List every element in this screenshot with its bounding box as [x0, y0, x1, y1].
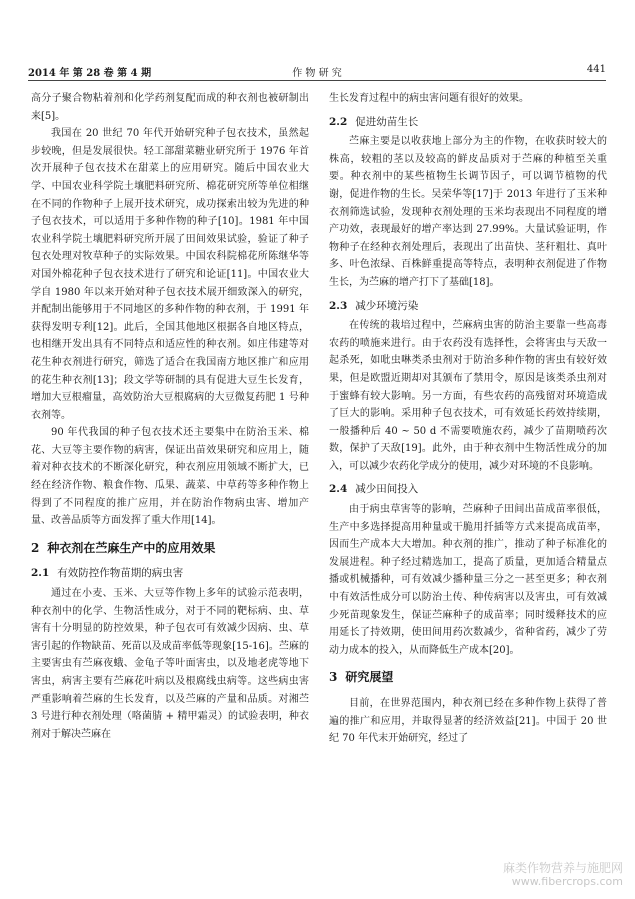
watermark-name: 麻类作物营养与施肥网 — [502, 861, 623, 875]
section-number: 3 — [329, 670, 338, 685]
paragraph: 我国在 20 世纪 70 年代开始研究种子包衣技术，虽然起步较晚，但是发展很快。轻工部甜菜糖业研究所于 1976 年首次开展种子包衣技术在甜菜上的应用研究。随后中国农业大学、中国农业科学院土壤肥料研究所、棉花研究所等单位相继在不同的作物种子上展开技术研究，成功探索出较为先进的种子包衣技术，可以适用于多种作物的种子[10]。1981 年中国农业科学院土壤肥料研究所开展了田间效果试验，验证了种子包衣处理对牧草种子的实际效果。中国农科院棉花所陈继华等对国外棉花种子包衣技术进行了研究和论证[11]。中国农业大学自 1980 年以来开始对种子包衣技术展开细致深入的研究，并配制出能够用于不同地区的多种作物的种衣剂，于 1991 年获得发明专利[12]。此后，全国其他地区根据各自地区特点，也相继开发出具有不同特点和适应性的种衣剂。如庄伟建等对花生种衣剂进行研究，筛选了适合在我国南方地区推广和应用的花生种衣剂[13]；段文学等研制的具有促进大豆生长发育，增加大豆根瘤量，高效防治大豆根腐病的大豆微复药肥 1 号种衣剂等。 — [31, 128, 309, 421]
watermark-url: www.fibercrops.com — [511, 875, 623, 888]
paragraph: 通过在小麦、玉米、大豆等作物上多年的试验示范表明，种衣剂中的化学、生物活性成分，对于不同的靶标病、虫、草害有十分明显的防控效果，种子包衣可有效减少因病、虫、草害引起的作物缺苗、死苗以及成苗率低等现象[15-16]。苎麻的主要害虫有苎麻夜蛾、金龟子等叶面害虫，以及地老虎等地下害虫，病害主要有苎麻花叶病以及根腐线虫病等。这些病虫害严重影响着苎麻的生长发育，以及苎麻的产量和品质。对湘苎 3 号进行种衣剂处理（咯菌腈 + 精甲霜灵）的试验表明，种衣剂对于解决苎麻在 — [31, 588, 309, 740]
subsection-number: 2.4 — [329, 483, 348, 496]
paragraph: 由于病虫草害等的影响，苎麻种子田间出苗成苗率很低，生产中多选择提高用种量或干脆用扦插等方式来提高成苗率，因而生产成本大大增加。种衣剂的推广，推动了种子标准化的发展进程。种子经过精选加工，提高了质量，更加适合精量点播或机械播种，可有效减少播种量三分之一甚至更多；种衣剂中有效活性成分可以防治土传、种传病害以及害虫，可有效减少死苗现象发生，保证苎麻种子的成苗率；同时缓释技术的应用延长了持效期，使田间用药次数减少，省种省药，减少了劳动力成本的投入，从而降低生产成本[20]。 — [329, 504, 607, 656]
subsection-heading — [329, 114, 607, 132]
subsection-number: 2.3 — [329, 299, 348, 312]
subsection-heading — [329, 298, 607, 316]
paragraph: 目前，在世界范围内，种衣剂已经在多种作物上获得了普遍的推广和应用，并取得显著的经济效益[21]。中国于 20 世纪 70 年代末开始研究，经过了 — [329, 698, 607, 745]
section-number: 2 — [31, 540, 40, 555]
paragraph: 生长发育过程中的病虫害问题有很好的效果。 — [329, 93, 529, 104]
paragraph: 在传统的栽培过程中，苎麻病虫害的防治主要靠一些高毒农药的喷施来进行。由于农药没有选择性，会将害虫与天敌一起杀死，如吡虫啉类杀虫剂对于防治多种作物的害虫有较好效果，但是欧盟近期却对其颁布了禁用令，原因是该类杀虫剂对于蜜蜂有较大影响。另一方面，有些农药的高残留对环境造成了巨大的影响。采用种子包衣技术，可有效延长药效持续期，一般播种后 40 ~ 50 d 不需要喷施农药，减少了苗期喷药次数，保护了天敌[19]。此外，由于种衣剂中生物活性成分的加入，可以减少农药化学成分的使用，减少对环境的不良影响。 — [329, 320, 607, 472]
subsection-heading — [329, 481, 607, 499]
running-header — [28, 62, 606, 81]
subsection-title: 减少田间投入 — [355, 483, 419, 496]
journal-issue: 2014 年 第 28 卷 第 4 期 — [28, 68, 152, 79]
subsection-title: 有效防控作物苗期的病虫害 — [57, 567, 184, 580]
section-heading — [31, 540, 309, 558]
paragraph: 苎麻主要是以收获地上部分为主的作物，在收获时较大的株高，较粗的茎以及较高的鲜皮品质对于苎麻的种植至关重要。种衣剂中的某些植物生长调节因子，可以调节植物的代谢，促进作物的生长。吴荣华等[17]于 2013 年进行了玉米种衣剂筛选试验，发现种衣剂处理的玉米均表现出不同程度的增产功效，表现最好的增产率达到 27.99%。大量试验证明，作物种子在经种衣剂处理后，表现出了出苗快、茎秆粗壮、真叶多、叶色浓绿、百株鲜重提高等特点，表明种衣剂促进了作物生长，为苎麻的增产打下了基础[18]。 — [329, 136, 607, 288]
paragraph: 高分子聚合物粘着剂和化学药剂复配而成的种衣剂也被研制出来[5]。 — [31, 93, 309, 122]
left-column — [31, 90, 309, 743]
subsection-number: 2.1 — [31, 567, 50, 580]
subsection-number: 2.2 — [329, 115, 348, 128]
page-number: 441 — [586, 64, 606, 75]
subsection-title: 减少环境污染 — [355, 299, 419, 312]
section-title: 研究展望 — [345, 670, 394, 685]
right-column — [329, 90, 607, 748]
journal-title: 作 物 研 究 — [292, 68, 342, 79]
section-heading — [329, 669, 607, 687]
subsection-heading — [31, 565, 309, 583]
subsection-title: 促进幼苗生长 — [355, 115, 419, 128]
site-watermark — [503, 861, 623, 889]
section-title: 种衣剂在苎麻生产中的应用效果 — [47, 540, 216, 555]
paragraph: 90 年代我国的种子包衣技术还主要集中在防治玉米、棉花、大豆等主要作物的病害，保证出苗效果研究和应用上，随着对种衣技术的不断深化研究，种衣剂应用领域不断扩大，已经在经济作物、粮食作物、瓜果、蔬菜、中草药等多种作物上得到了不同程度的推广应用，并在防治作物病虫害、增加产量、改善品质等方面发挥了重大作用[14]。 — [31, 427, 309, 527]
